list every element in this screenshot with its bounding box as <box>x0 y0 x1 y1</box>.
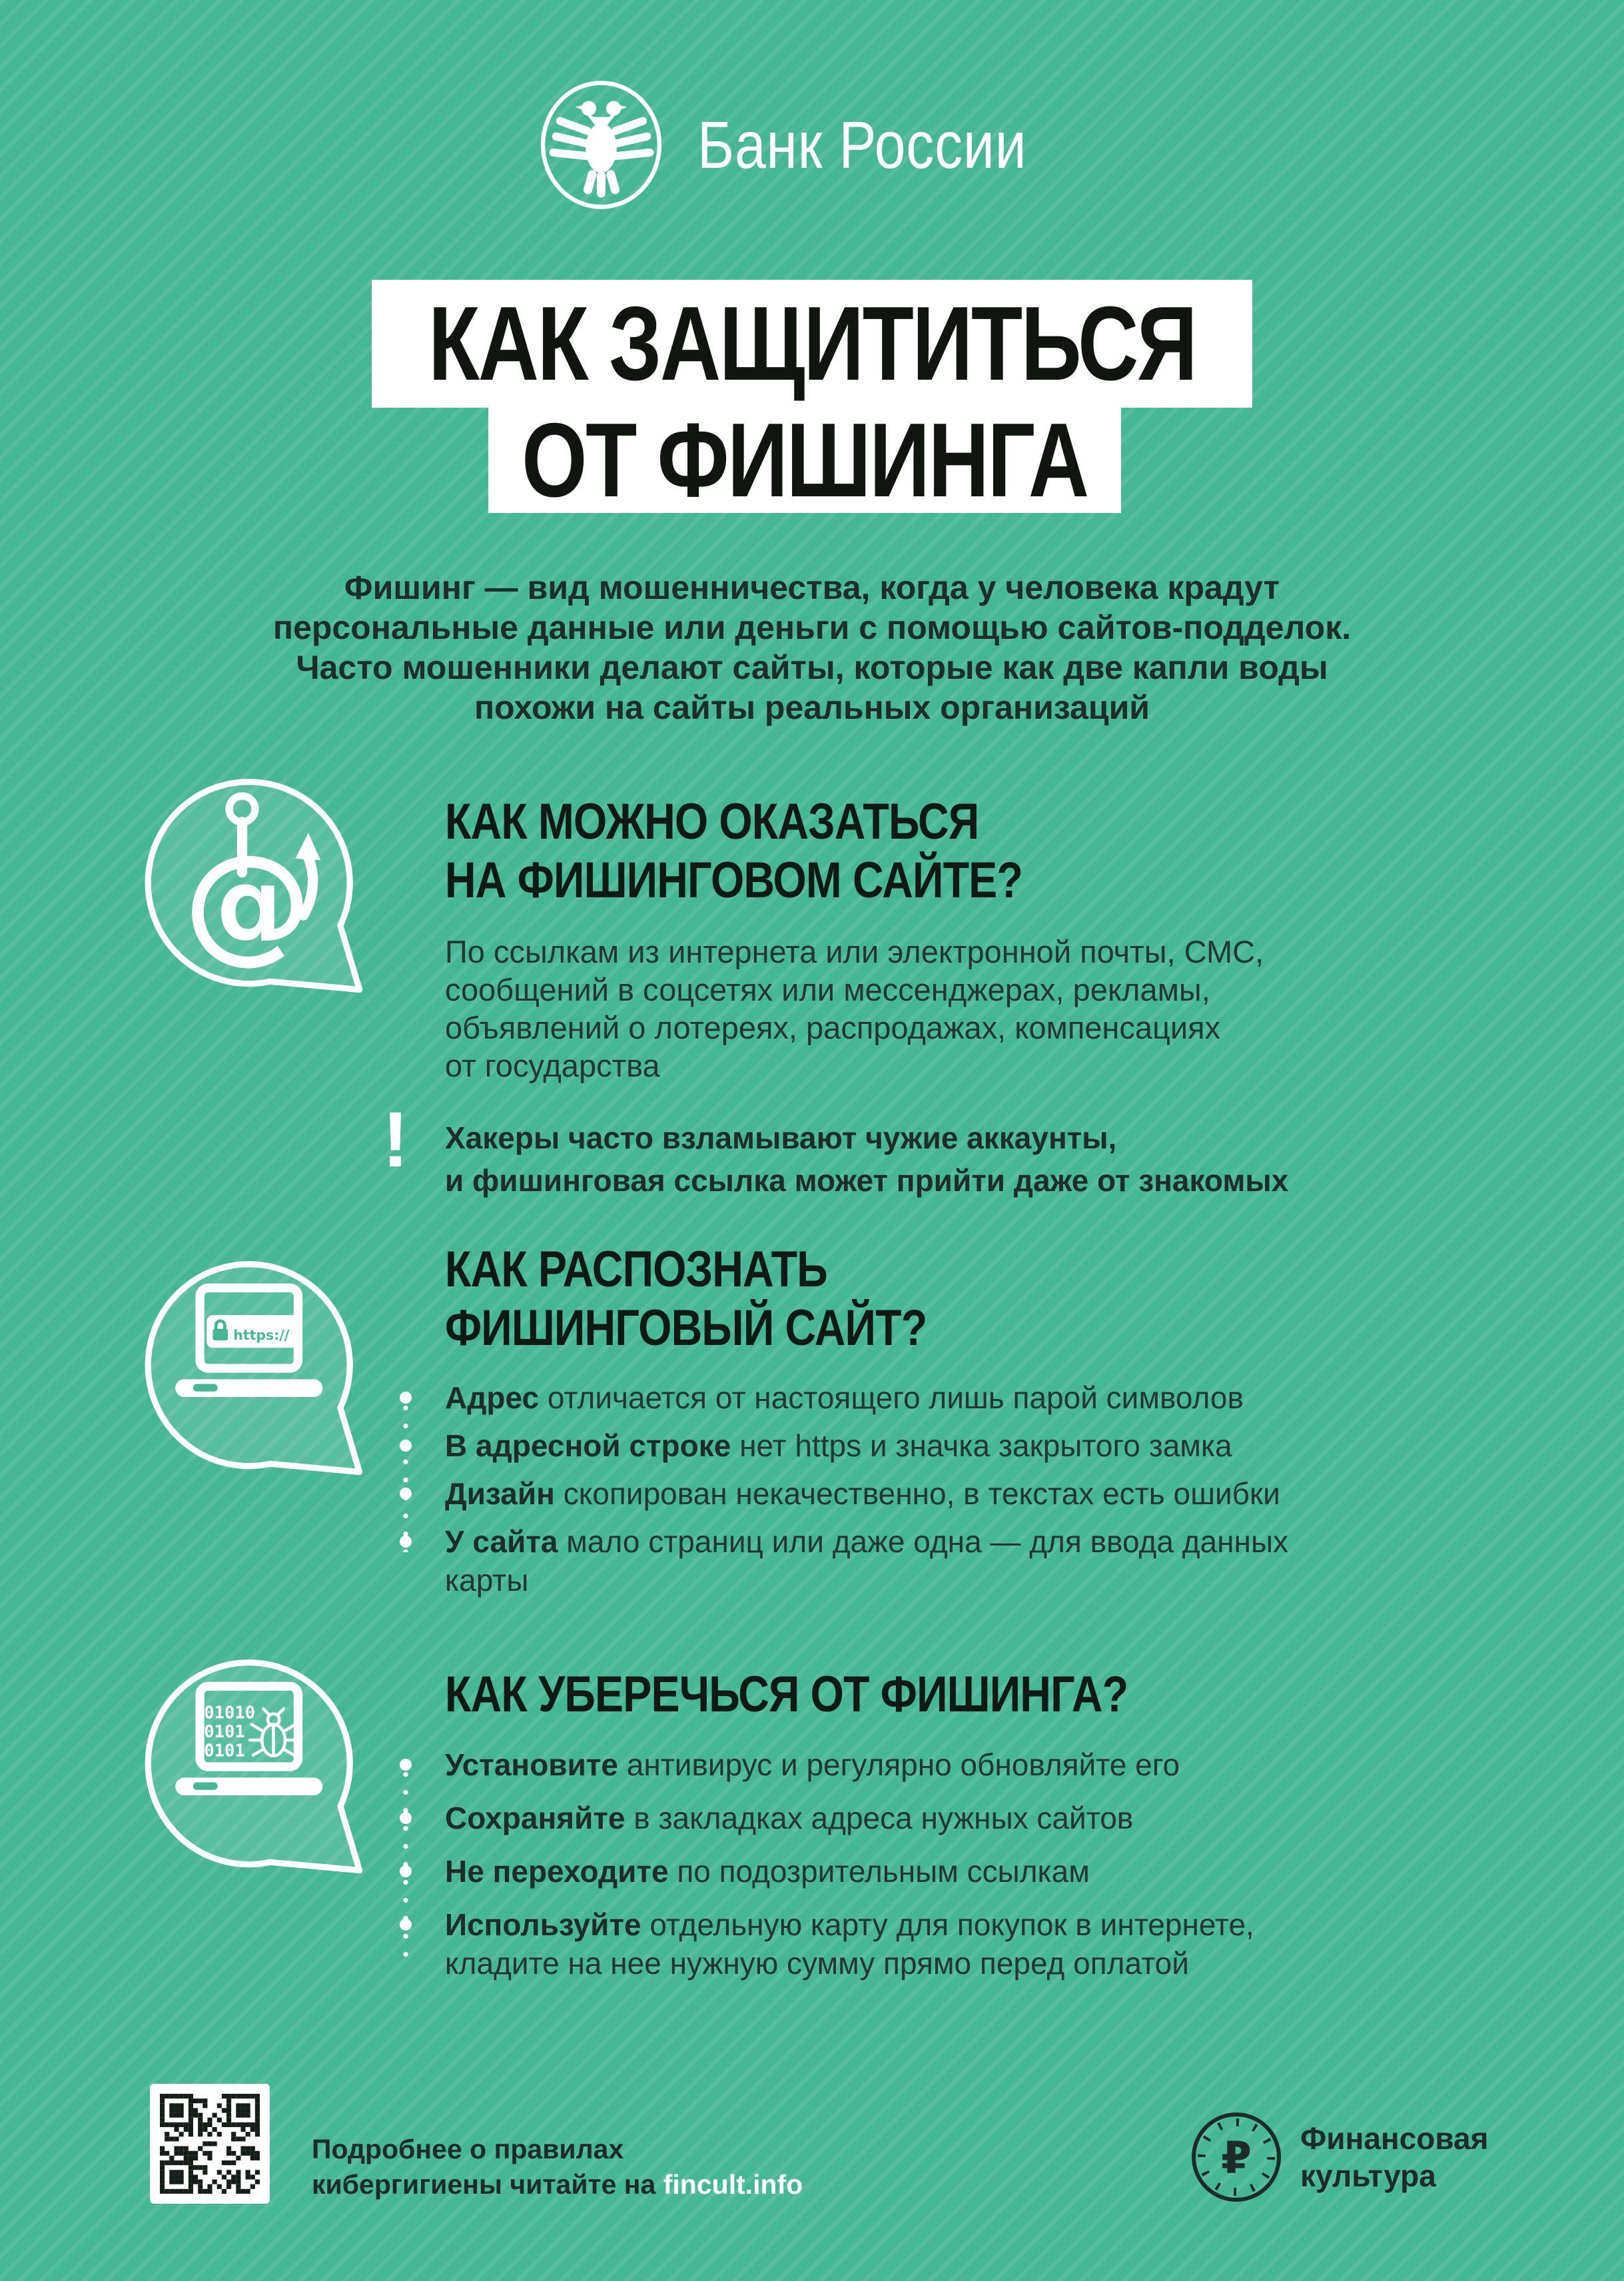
section3-bullet-list <box>400 1745 1254 1997</box>
section1-body-line: объявлений о лотереях, распродажах, компенсациях <box>445 1010 1221 1045</box>
intro-paragraph <box>0 568 1624 727</box>
section1-body-line: сообщений в соцсетях или мессенджерах, рекламы, <box>445 972 1210 1007</box>
section1-warning <box>445 1117 1288 1202</box>
title-box-1 <box>372 280 1252 408</box>
footer-caption-line1: Подробнее о правилах <box>312 2134 624 2164</box>
https-label: https:// <box>233 1327 290 1344</box>
list-item: У сайта мало страниц или даже одна — для ввода данных карты <box>400 1522 1288 1599</box>
section2-heading-line: КАК РАСПОЗНАТЬ <box>445 1241 827 1298</box>
section1-heading <box>445 793 1124 910</box>
poster-title-line2: ОТ ФИШИНГА <box>522 401 1088 519</box>
section2-bullet-list <box>400 1378 1288 1609</box>
fincult-site-label: fincult.info <box>663 2169 803 2200</box>
footer-caption <box>312 2132 803 2202</box>
qr-code-icon <box>160 2094 260 2194</box>
section1-heading-line: НА ФИШИНГОВОМ САЙТЕ? <box>445 852 1023 909</box>
svg-text:@: @ <box>183 827 312 977</box>
list-item: Установите антивирус и регулярно обновляйте его <box>400 1745 1254 1784</box>
section2-heading <box>445 1240 1012 1358</box>
laptop-bug-speech-bubble-icon <box>140 1651 372 1883</box>
section1-body-line: от государства <box>445 1048 660 1083</box>
hook-at-speech-bubble-icon <box>140 770 372 1002</box>
financial-culture-wordmark: Финансовая культура <box>1300 2121 1489 2193</box>
warning-line: Хакеры часто взламывают чужие аккаунты, <box>445 1121 1117 1155</box>
exclamation-mark-icon: ! <box>382 1096 409 1184</box>
svg-text:0101: 0101 <box>204 1741 245 1761</box>
intro-line: Фишинг — вид мошенничества, когда у человека крадут <box>344 569 1280 606</box>
intro-line: похожи на сайты реальных организаций <box>474 689 1150 726</box>
list-item: Используйте отдельную карту для покупок в интернете, кладите на нее нужную сумму прямо перед оплатой <box>400 1905 1254 1983</box>
section1-body <box>445 933 1264 1085</box>
list-item: Дизайн скопирован некачественно, в текстах есть ошибки <box>400 1474 1288 1513</box>
footer-caption-line2: кибергигиены читайте на fincult.info <box>312 2169 803 2200</box>
ruble-symbol: ₽ <box>1221 2132 1252 2184</box>
section2-heading-line: ФИШИНГОВЫЙ САЙТ? <box>445 1300 927 1356</box>
section1-body-line: По ссылкам из интернета или электронной почты, СМС, <box>445 934 1264 969</box>
qr-code <box>150 2084 270 2204</box>
section3-heading <box>445 1665 1248 1724</box>
laptop-https-speech-bubble-icon <box>140 1252 372 1484</box>
list-item: Не переходите по подозрительным ссылкам <box>400 1852 1254 1891</box>
list-item: Адрес отличается от настоящего лишь парой символов <box>400 1378 1288 1417</box>
bank-of-russia-eagle-icon <box>535 79 668 212</box>
poster-title-line1: КАК ЗАЩИТИТЬСЯ <box>428 284 1196 402</box>
ruble-coin-icon <box>1190 2110 1283 2204</box>
bank-of-russia-wordmark: Банк России <box>697 107 1027 183</box>
section3-heading-line: КАК УБЕРЕЧЬСЯ ОТ ФИШИНГА? <box>445 1666 1128 1723</box>
financial-culture-logo <box>1190 2110 1488 2204</box>
bank-of-russia-logo <box>0 79 1624 212</box>
warning-line: и фишинговая ссылка может прийти даже от знакомых <box>445 1163 1289 1198</box>
svg-text:0101: 0101 <box>204 1721 245 1742</box>
intro-line: персональные данные или деньги с помощью сайтов-подделок. <box>272 609 1352 646</box>
title-box-2 <box>488 401 1121 519</box>
list-item: Сохраняйте в закладках адреса нужных сайтов <box>400 1799 1254 1837</box>
list-item: В адресной строке нет https и значка закрытого замка <box>400 1426 1288 1465</box>
intro-line: Часто мошенники делают сайты, которые как две капли воды <box>296 649 1328 686</box>
svg-text:01010: 01010 <box>204 1703 256 1723</box>
section1-heading-line: КАК МОЖНО ОКАЗАТЬСЯ <box>445 793 979 850</box>
